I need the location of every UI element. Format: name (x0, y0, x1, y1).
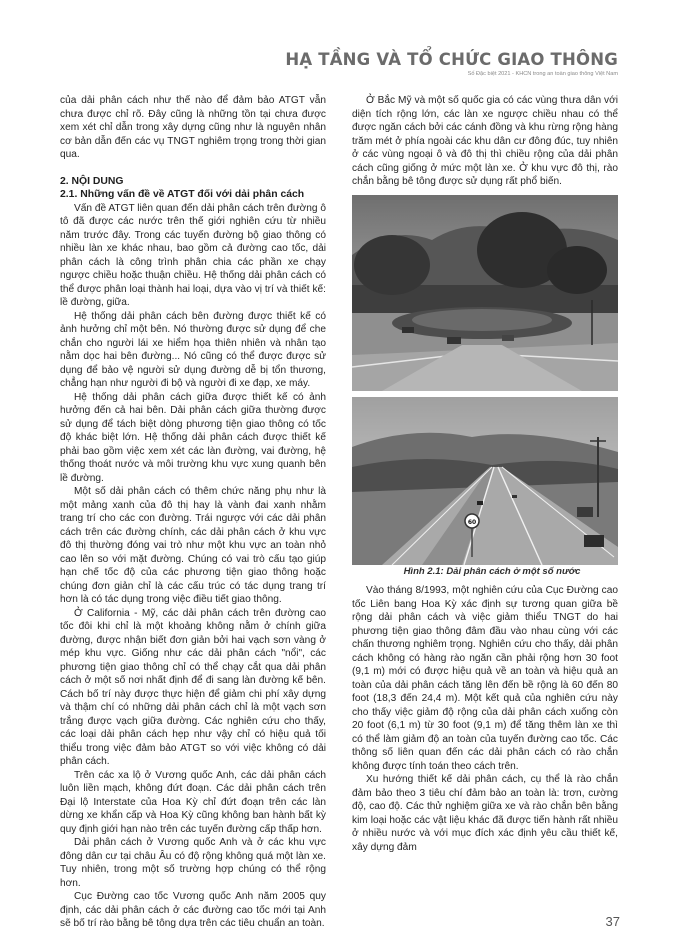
highway-illustration (352, 397, 618, 565)
page-header (0, 0, 680, 90)
roundabout-median-photo (352, 195, 618, 391)
body-paragraph: Trên các xa lộ ở Vương quốc Anh, các dải phân cách luôn liền mạch, không đứt đoạn. Các dải phân cách trên Đại lộ Interstate của Hoa Kỳ chỉ đứt đoạn trên các làn dừng xe khẩn cấp và Hoa Kỳ cũng không ban hành bất kỳ quy định giới hạn nào trên các tuyến đường cấp thấp hơn. (60, 769, 326, 835)
header-title: HẠ TẦNG VÀ TỔ CHỨC GIAO THÔNG (285, 50, 618, 69)
page-number: 37 (605, 914, 620, 929)
left-column (60, 94, 326, 931)
body-paragraph: Dải phân cách ở Vương quốc Anh và ở các khu vực đông dân cư tại châu Âu có độ rộng không quá một làn xe. Tuy nhiên, trong một số trường hợp chúng có thể rộng hơn. (60, 837, 326, 889)
body-paragraph: Một số dải phân cách có thêm chức năng phụ như là một mảng xanh của đô thị hay là vành đai xanh nhằm trang trí cho các con đường. Trái ngược với các dải phân cách trên các đường chính, các dải phân cách ở khu vực đô thị thường đóng vai trò như một khu vực an toàn nhỏ cao lên so với mặt đường. Chúng có vai trò cấu tạo giúp hạn chế tốc độ của các phương tiện giao thông hoặc chúng đơn giản chỉ là các cấu trúc có tác dụng trang trí hơn là có tác dụng trong việc điều tiết giao thông. (60, 486, 326, 605)
body-paragraph: Ở California - Mỹ, các dải phân cách trên đường cao tốc đôi khi chỉ là một khoảng không nằm ở chính giữa đường, được nhận biết đơn giản bởi hai vạch sơn vàng ở mép khu vực. Giống như các dải phân cách "nổi", các phương tiện giao thông chỉ có thể chạy cắt qua dải phân cách ở một số nơi nhất định để đi sang làn đường kế bên. Cách bố trí này được thực hiện để giảm chi phí xây dựng và thậm chí có những dải phân cách chỉ là một vạch sơn trắng được vạch giữa đường. Các nghiên cứu cho thấy, các loại dải phân cách hẹp như vậy chỉ có hiệu quả tối thiểu trong việc đảm bảo ATGT so với việc không có dải phân cách. (60, 607, 326, 767)
roundabout-illustration (352, 195, 618, 391)
body-paragraph: Ở Bắc Mỹ và một số quốc gia có các vùng thưa dân với diện tích rộng lớn, các làn xe ngược chiều nhau có thể được ngăn cách bởi các cánh đồng và khu rừng rộng hàng trăm mét ở phía ngoài các khu dân cư đông đúc, tuy nhiên ở các vùng ngoại ô và đô thị thì chiều rộng của dải phân cách cũng giống ở mức một làn xe. Ở khu vực đô thị, rào chắn bằng bê tông được sử dụng rất phổ biến. (352, 95, 618, 187)
subsection-heading: 2.1. Những vấn đề về ATGT đối với dải phân cách (60, 189, 305, 200)
body-paragraph: Cục Đường cao tốc Vương quốc Anh năm 2005 quy định, các dải phân cách ở các đường cao tốc mới tại Anh sẽ bố trí rào bằng bê tông dựa trên các tiêu chuẩn an toàn. (60, 891, 326, 929)
body-paragraph: Vào tháng 8/1993, một nghiên cứu của Cục Đường cao tốc Liên bang Hoa Kỳ xác định sự tương quan giữa bề rộng dải phân cách và việc giảm thiểu TNGT do hai phương tiện giao thông đâm đầu vào nhau cùng với các chấn thương nghiêm trọng. Nghiên cứu cho thấy, dải phân cách không có hàng rào ngăn cần phải rộng hơn 30 foot (9,1 m) mới có được hiệu quả về an toàn và hiệu quả an toàn của dải phân cách tăng lên đến bề rộng là 60 đến 80 foot (18,3 đến 24,4 m). Một kết quả của nghiên cứu này cho thấy việc giảm độ rộng của dải phân cách xuống còn 20 foot (6,1 m) từ 30 foot (9,1 m) để tăng thêm làn xe thì có thể làm giảm độ an toàn của tuyến đường cao tốc. Các thông số liên quan đến các dải phân cách có rào chắn không được tính toán theo cách trên. (352, 585, 618, 772)
body-paragraph: Vấn đề ATGT liên quan đến dải phân cách trên đường ô tô đã được các nước trên thế giới nghiên cứu từ nhiều năm trước đây. Trong các tuyến đường bộ giao thông có nhiều làn xe khác nhau, bao gồm cả đường cao tốc, dải phân cách là công trình phân chia các phần xe chạy ngược chiều hoặc thuận chiều. Hệ thống dải phân cách có thể được phân loại thành hai loại, dựa vào vị trí và thiết kế: lề đường, giữa. (60, 202, 326, 308)
header-subtitle: Số Đặc biệt 2021 - KHCN trong an toàn giao thông Việt Nam (467, 71, 618, 77)
speed-limit-sign: 60 (467, 518, 477, 526)
body-paragraph: Hệ thống dải phân cách bên đường được thiết kế có ảnh hưởng chỉ một bên. Nó thường được sử dụng để che chắn cho người lái xe hiểm họa thiên nhiên và nhân tạo nằm dọc hai bên đường... Nó cũng có thể được được sử dụng để bảo vệ người sử dụng đường dễ bị tổn thương, chẳng hạn như người đi bộ và người đi xe đạp, xe máy. (60, 310, 326, 389)
section-heading: 2. NỘI DUNG (60, 175, 124, 187)
right-column (352, 94, 618, 854)
highway-median-photo (352, 397, 618, 565)
intro-paragraph: của dải phân cách như thế nào để đảm bảo ATGT vẫn chưa được chỉ rõ. Đây cũng là những tồn tại chưa được xem xét chỉ dẫn trong xây dựng cũng như là nguyên nhân cơ bản dẫn đến các vụ TNGT nghiêm trọng trong thời gian qua. (60, 95, 326, 160)
body-paragraph: Hệ thống dải phân cách giữa được thiết kế có ảnh hưởng đến cả hai bên. Dải phân cách giữa thường được sử dụng để tách biệt dòng phương tiện giao thông có tốc độ khác biệt lớn. Hệ thống dải phân cách được thiết kế phải bao gồm việc xem xét các làn đường, vai đường, hệ thống thoát nước và môi trường khu vực xung quanh bên lề đường. (60, 391, 326, 484)
body-paragraph: Xu hướng thiết kế dải phân cách, cụ thể là rào chắn đảm bảo theo 3 tiêu chí đảm bảo an toàn là: trơn, cường độ, cao độ. Các thử nghiệm giữa xe và rào chắn bên bằng kim loại hoặc các vật liệu khác đã được tiến hành rất nhiều ở nhiều nước và với mục đích xác định yêu cầu thiết kế, xây dựng đảm (352, 774, 618, 853)
figure-caption: Hình 2.1: Dải phân cách ở một số nước (403, 565, 581, 577)
